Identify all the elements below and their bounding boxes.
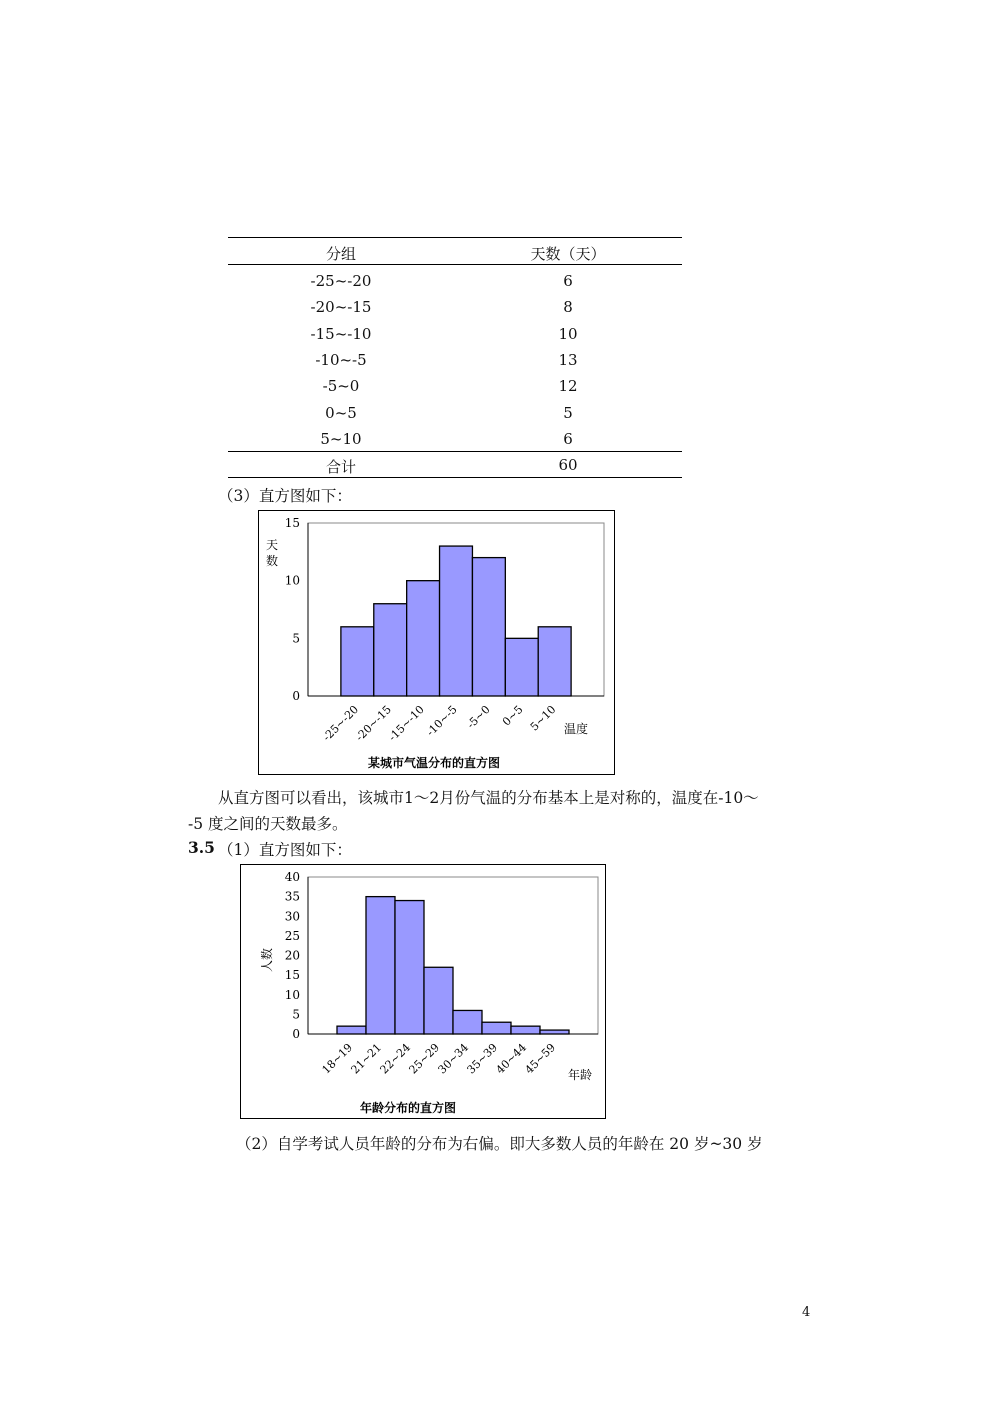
y-tick-label: 15 — [284, 516, 300, 530]
table-total-label: 合计 — [325, 458, 356, 476]
conclusion-line-2: -5 度之间的天数最多。 — [188, 815, 348, 833]
x-tick-label: 45~59 — [522, 1040, 559, 1077]
y-tick-label: 0 — [292, 689, 300, 703]
x-axis-label: 温度 — [564, 722, 589, 736]
y-tick-label: 5 — [292, 631, 300, 646]
table-cell-group: 5~10 — [320, 429, 362, 448]
y-axis-label: 人数 — [260, 947, 274, 973]
x-tick-label: 22~24 — [377, 1040, 414, 1077]
chart-title: 年龄分布的直方图 — [359, 1101, 457, 1115]
histogram-bar — [540, 1030, 569, 1034]
table-cell-days: 12 — [558, 377, 578, 396]
page-number: 4 — [802, 1305, 811, 1320]
part2-text: （2）自学考试人员年龄的分布为右偏。即大多数人员的年龄在 20 岁~30 岁 — [236, 1135, 763, 1153]
histogram-bar — [341, 627, 374, 696]
chart-title: 某城市气温分布的直方图 — [367, 756, 501, 770]
x-tick-label: 40~44 — [493, 1040, 530, 1077]
y-tick-label: 25 — [284, 928, 300, 943]
histogram-bar — [472, 558, 505, 696]
table-bottom-rule — [228, 477, 682, 478]
y-tick-label: 40 — [284, 870, 300, 884]
histogram-bar — [440, 546, 473, 696]
x-tick-label: -20~-15 — [353, 702, 394, 744]
y-tick-label: 5 — [292, 1007, 300, 1022]
temperature-histogram-svg — [259, 511, 614, 774]
table-cell-group: -25~-20 — [310, 272, 372, 290]
age-histogram — [240, 864, 606, 1119]
hist-intro: （3）直方图如下： — [218, 487, 352, 505]
section-intro: （1）直方图如下： — [218, 841, 352, 859]
table-cell-days: 13 — [558, 350, 578, 369]
histogram-bar — [407, 581, 440, 696]
y-tick-label: 20 — [284, 948, 300, 963]
age-histogram-svg — [241, 865, 605, 1118]
x-axis-label: 年龄 — [568, 1068, 593, 1082]
table-cell-group: -15~-10 — [310, 324, 372, 343]
x-tick-label: -5~0 — [464, 702, 493, 732]
table-total-value: 60 — [558, 456, 578, 474]
x-tick-label: 5~10 — [527, 702, 559, 734]
histogram-bar — [424, 967, 453, 1034]
histogram-bar — [505, 638, 538, 696]
x-tick-label: 35~39 — [464, 1040, 501, 1077]
table-top-rule — [228, 237, 682, 238]
x-tick-label: 0~5 — [499, 702, 526, 729]
x-tick-label: 18~19 — [319, 1040, 356, 1077]
table-cell-days: 10 — [558, 324, 578, 343]
x-tick-label: 21~21 — [348, 1040, 385, 1077]
histogram-bar — [395, 901, 424, 1034]
y-axis-label: 天 — [266, 538, 279, 552]
x-tick-label: 25~29 — [406, 1040, 443, 1077]
table-header-group: 分组 — [325, 245, 356, 263]
conclusion-line-1: 从直方图可以看出，该城市1～2月份气温的分布基本上是对称的，温度在-10～ — [218, 789, 759, 807]
histogram-bar — [374, 604, 407, 696]
table-cell-group: -20~-15 — [310, 298, 372, 317]
table-header-rule — [228, 264, 682, 265]
table-cell-days: 8 — [563, 298, 573, 317]
y-tick-label: 10 — [284, 573, 300, 588]
table-cell-days: 5 — [563, 403, 573, 422]
y-tick-label: 35 — [284, 889, 300, 904]
x-tick-label: -15~-10 — [386, 702, 427, 744]
y-tick-label: 30 — [284, 909, 300, 924]
x-tick-label: 30~34 — [435, 1040, 472, 1077]
table-cell-group: -10~-5 — [315, 350, 367, 369]
x-tick-label: -10~-5 — [423, 702, 460, 739]
y-tick-label: 15 — [284, 968, 300, 983]
histogram-bar — [511, 1026, 540, 1034]
table-total-rule — [228, 451, 682, 452]
histogram-bar — [482, 1022, 511, 1034]
histogram-bar — [337, 1026, 366, 1034]
table-header-days: 天数（天） — [530, 245, 606, 263]
y-tick-label: 0 — [292, 1027, 300, 1041]
table-cell-group: 0~5 — [325, 403, 357, 422]
y-tick-label: 10 — [284, 987, 300, 1002]
x-tick-label: -25~-20 — [320, 702, 362, 744]
table-cell-days: 6 — [563, 272, 573, 290]
histogram-bar — [453, 1010, 482, 1034]
temperature-histogram — [258, 510, 615, 775]
table-cell-group: -5~0 — [322, 377, 360, 396]
table-cell-days: 6 — [563, 429, 573, 448]
histogram-bar — [538, 627, 571, 696]
section-number: 3.5 — [188, 838, 215, 857]
y-axis-label: 数 — [266, 554, 279, 568]
histogram-bar — [366, 897, 395, 1034]
